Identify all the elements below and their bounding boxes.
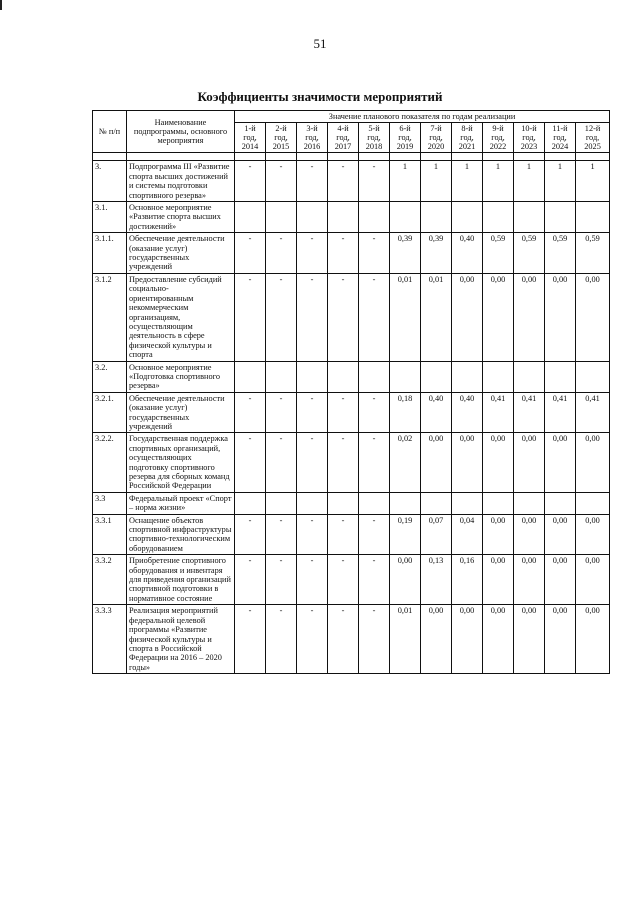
row-value: 0,16 bbox=[452, 555, 483, 605]
row-number: 3.1.1. bbox=[93, 233, 127, 274]
row-value: 0,00 bbox=[514, 605, 545, 674]
row-value bbox=[390, 492, 421, 514]
row-number: 3.1. bbox=[93, 202, 127, 233]
row-value: 0,00 bbox=[545, 514, 576, 555]
row-value: 0,00 bbox=[576, 605, 610, 674]
row-value: 1 bbox=[514, 161, 545, 202]
header-year-part: 7-й bbox=[430, 124, 442, 134]
row-value bbox=[452, 361, 483, 392]
header-year-part: 2014 bbox=[241, 142, 259, 152]
row-value: 0,39 bbox=[421, 233, 452, 274]
row-value: 0,39 bbox=[390, 233, 421, 274]
row-value: 1 bbox=[576, 161, 610, 202]
row-name: Основное мероприятие «Подготовка спортивного резерва» bbox=[127, 361, 235, 392]
header-year-part: 8-й bbox=[461, 124, 473, 134]
row-value: 0,00 bbox=[514, 514, 545, 555]
row-value: 0,04 bbox=[452, 514, 483, 555]
row-value bbox=[514, 202, 545, 233]
row-value bbox=[235, 202, 266, 233]
table-row bbox=[93, 433, 610, 492]
row-value: - bbox=[359, 514, 390, 555]
header-year-part: 10-й bbox=[521, 124, 537, 134]
row-value: 0,19 bbox=[390, 514, 421, 555]
row-value: 0,59 bbox=[576, 233, 610, 274]
row-value bbox=[421, 202, 452, 233]
row-value: 0,59 bbox=[514, 233, 545, 274]
header-year-part: 5-й bbox=[368, 124, 380, 134]
row-value bbox=[514, 361, 545, 392]
row-value bbox=[483, 202, 514, 233]
row-value bbox=[483, 361, 514, 392]
row-value: 0,40 bbox=[452, 392, 483, 433]
row-value: - bbox=[328, 555, 359, 605]
table-row bbox=[93, 514, 610, 555]
row-value: - bbox=[266, 433, 297, 492]
table-row bbox=[93, 273, 610, 361]
coefficients-table bbox=[92, 110, 610, 674]
row-value bbox=[235, 492, 266, 514]
row-value: 0,00 bbox=[545, 433, 576, 492]
row-value bbox=[576, 202, 610, 233]
header-year bbox=[421, 123, 452, 153]
row-value: 0,59 bbox=[545, 233, 576, 274]
header-year bbox=[235, 123, 266, 153]
row-name: Обеспечение деятельности (оказание услуг) государственных учреждений bbox=[127, 233, 235, 274]
row-value bbox=[359, 492, 390, 514]
row-number: 3.2.2. bbox=[93, 433, 127, 492]
row-value: - bbox=[297, 433, 328, 492]
row-value: - bbox=[266, 273, 297, 361]
row-name: Обеспечение деятельности (оказание услуг) государственных учреждений bbox=[127, 392, 235, 433]
row-value: 0,00 bbox=[483, 273, 514, 361]
row-value: 0,01 bbox=[390, 605, 421, 674]
row-value: 1 bbox=[545, 161, 576, 202]
row-number: 3.2.1. bbox=[93, 392, 127, 433]
row-value: - bbox=[359, 555, 390, 605]
row-name: Федеральный проект «Спорт – норма жизни» bbox=[127, 492, 235, 514]
header-year-part: год, bbox=[460, 133, 474, 143]
row-value: 0,00 bbox=[452, 605, 483, 674]
header-year-part: 3-й bbox=[306, 124, 318, 134]
row-value: 0,00 bbox=[483, 605, 514, 674]
row-value: 0,00 bbox=[576, 514, 610, 555]
row-value: 0,01 bbox=[421, 273, 452, 361]
header-year-part: 2024 bbox=[551, 142, 569, 152]
header-year bbox=[483, 123, 514, 153]
row-value bbox=[266, 361, 297, 392]
header-year-part: 2018 bbox=[365, 142, 383, 152]
table-row bbox=[93, 202, 610, 233]
row-value: 0,00 bbox=[545, 605, 576, 674]
row-value: - bbox=[359, 605, 390, 674]
header-year-part: год, bbox=[491, 133, 505, 143]
header-year bbox=[576, 123, 610, 153]
row-value: - bbox=[297, 233, 328, 274]
header-year-part: год, bbox=[553, 133, 567, 143]
header-year-part: год, bbox=[398, 133, 412, 143]
row-value: - bbox=[328, 273, 359, 361]
row-value: 0,00 bbox=[483, 555, 514, 605]
row-value bbox=[452, 202, 483, 233]
row-number: 3.3 bbox=[93, 492, 127, 514]
row-value: - bbox=[235, 161, 266, 202]
header-year-part: год, bbox=[274, 133, 288, 143]
header-year-group: Значение планового показателя по годам реализации bbox=[235, 111, 610, 123]
row-value: - bbox=[328, 392, 359, 433]
header-year-part: год, bbox=[367, 133, 381, 143]
row-value: 1 bbox=[452, 161, 483, 202]
header-year bbox=[359, 123, 390, 153]
row-value: - bbox=[328, 233, 359, 274]
row-value: - bbox=[235, 392, 266, 433]
row-value: 0,00 bbox=[483, 433, 514, 492]
row-value: - bbox=[266, 514, 297, 555]
header-year-part: 9-й bbox=[492, 124, 504, 134]
row-value bbox=[390, 361, 421, 392]
row-value bbox=[576, 492, 610, 514]
row-value: - bbox=[266, 605, 297, 674]
page-number: 51 bbox=[313, 36, 327, 51]
row-value: - bbox=[297, 392, 328, 433]
table-row bbox=[93, 233, 610, 274]
row-value bbox=[297, 202, 328, 233]
row-value: - bbox=[359, 233, 390, 274]
row-value: 1 bbox=[390, 161, 421, 202]
row-value bbox=[235, 361, 266, 392]
row-value bbox=[390, 202, 421, 233]
row-value: 0,18 bbox=[390, 392, 421, 433]
row-value: 0,02 bbox=[390, 433, 421, 492]
row-value: - bbox=[297, 555, 328, 605]
row-value: - bbox=[297, 605, 328, 674]
header-year-part: 6-й bbox=[399, 124, 411, 134]
row-value: 1 bbox=[421, 161, 452, 202]
row-value: 0,41 bbox=[545, 392, 576, 433]
row-value: 0,13 bbox=[421, 555, 452, 605]
row-name: Реализация мероприятий федеральной целевой программы «Развитие физической культуры и спорта в Российской Федерации на 2016 – 2020 годы» bbox=[127, 605, 235, 674]
row-value: - bbox=[235, 555, 266, 605]
row-value: 0,00 bbox=[390, 555, 421, 605]
row-value: 0,41 bbox=[483, 392, 514, 433]
row-value: - bbox=[297, 514, 328, 555]
header-year-part: год, bbox=[429, 133, 443, 143]
row-number: 3.3.1 bbox=[93, 514, 127, 555]
table-row bbox=[93, 161, 610, 202]
row-value: 0,40 bbox=[421, 392, 452, 433]
row-value: - bbox=[266, 161, 297, 202]
row-value: 0,00 bbox=[576, 433, 610, 492]
table-body bbox=[93, 153, 610, 674]
row-value: 0,01 bbox=[390, 273, 421, 361]
row-value: 0,00 bbox=[452, 273, 483, 361]
row-value: 0,41 bbox=[576, 392, 610, 433]
document-title: Коэффициенты значимости мероприятий bbox=[197, 89, 443, 104]
row-value: - bbox=[359, 433, 390, 492]
row-value: - bbox=[235, 433, 266, 492]
row-value bbox=[545, 202, 576, 233]
header-year-part: 2023 bbox=[520, 142, 538, 152]
header-year-part: 12-й bbox=[584, 124, 601, 134]
row-value bbox=[576, 361, 610, 392]
row-value: - bbox=[328, 433, 359, 492]
row-value bbox=[545, 492, 576, 514]
row-value bbox=[359, 361, 390, 392]
row-value: 0,40 bbox=[452, 233, 483, 274]
header-year bbox=[514, 123, 545, 153]
scan-edge-mark bbox=[0, 0, 2, 10]
row-value bbox=[266, 202, 297, 233]
row-value: - bbox=[328, 514, 359, 555]
row-name: Подпрограмма III «Развитие спорта высших достижений и системы подготовки спортивного резерва» bbox=[127, 161, 235, 202]
row-value bbox=[328, 361, 359, 392]
row-name: Оснащение объектов спортивной инфраструктуры спортивно-технологическим оборудованием bbox=[127, 514, 235, 555]
header-year bbox=[328, 123, 359, 153]
row-value: - bbox=[266, 233, 297, 274]
row-value: - bbox=[235, 605, 266, 674]
header-year-part: 2019 bbox=[396, 142, 414, 152]
spacer-row bbox=[93, 153, 610, 161]
row-value: 0,00 bbox=[452, 433, 483, 492]
header-year bbox=[297, 123, 328, 153]
row-value: 0,00 bbox=[483, 514, 514, 555]
row-value: - bbox=[297, 273, 328, 361]
header-year-part: 2016 bbox=[303, 142, 321, 152]
row-value bbox=[266, 492, 297, 514]
header-year bbox=[390, 123, 421, 153]
row-value: - bbox=[235, 233, 266, 274]
row-number: 3.2. bbox=[93, 361, 127, 392]
row-value: 0,00 bbox=[545, 555, 576, 605]
header-year-part: 2-й bbox=[275, 124, 287, 134]
row-number: 3.1.2 bbox=[93, 273, 127, 361]
header-number: № п/п bbox=[93, 111, 127, 153]
row-value bbox=[359, 202, 390, 233]
row-value bbox=[421, 492, 452, 514]
row-value: 0,59 bbox=[483, 233, 514, 274]
header-year-part: 11-й bbox=[552, 124, 568, 134]
row-value: 0,00 bbox=[545, 273, 576, 361]
table-row bbox=[93, 555, 610, 605]
row-value bbox=[514, 492, 545, 514]
row-value: 0,00 bbox=[514, 555, 545, 605]
row-value bbox=[483, 492, 514, 514]
row-value: - bbox=[359, 392, 390, 433]
row-value: 1 bbox=[483, 161, 514, 202]
header-year-part: 2025 bbox=[584, 142, 601, 152]
row-name: Государственная поддержка спортивных организаций, осуществляющих подготовку спортивного резерва для сборных команд Российской Федерации bbox=[127, 433, 235, 492]
row-value bbox=[297, 492, 328, 514]
header-year-part: 1-й bbox=[244, 124, 256, 134]
header-year-part: 2017 bbox=[334, 142, 352, 152]
table-row bbox=[93, 361, 610, 392]
row-value: - bbox=[235, 273, 266, 361]
row-value: 0,00 bbox=[576, 555, 610, 605]
row-number: 3.3.3 bbox=[93, 605, 127, 674]
row-value: 0,07 bbox=[421, 514, 452, 555]
header-year-part: год, bbox=[585, 133, 600, 143]
header-year bbox=[545, 123, 576, 153]
row-value: - bbox=[328, 605, 359, 674]
row-name: Основное мероприятие «Развитие спорта высших достижений» bbox=[127, 202, 235, 233]
table-row bbox=[93, 492, 610, 514]
row-value: 0,41 bbox=[514, 392, 545, 433]
row-value: 0,00 bbox=[421, 605, 452, 674]
row-value bbox=[297, 361, 328, 392]
row-name: Предоставление субсидий социально-ориентированным некоммерческим организациям, осуществляющим деятельность в сфере физической культуры и спорта bbox=[127, 273, 235, 361]
header-year bbox=[452, 123, 483, 153]
header-year-part: 2020 bbox=[427, 142, 445, 152]
row-value: 0,00 bbox=[421, 433, 452, 492]
header-year-part: 2022 bbox=[489, 142, 507, 152]
header-year bbox=[266, 123, 297, 153]
row-number: 3. bbox=[93, 161, 127, 202]
row-value bbox=[545, 361, 576, 392]
row-value: - bbox=[328, 161, 359, 202]
row-value: 0,00 bbox=[514, 433, 545, 492]
header-year-part: год, bbox=[305, 133, 319, 143]
table-row bbox=[93, 605, 610, 674]
header-year-part: 2021 bbox=[458, 142, 476, 152]
row-value: - bbox=[297, 161, 328, 202]
row-value: - bbox=[359, 273, 390, 361]
row-value bbox=[452, 492, 483, 514]
table-row bbox=[93, 392, 610, 433]
header-year-part: год, bbox=[336, 133, 350, 143]
header-name: Наименование подпрограммы, основного мероприятия bbox=[127, 111, 235, 153]
row-value: - bbox=[266, 555, 297, 605]
row-value bbox=[328, 492, 359, 514]
row-number: 3.3.2 bbox=[93, 555, 127, 605]
row-value: 0,00 bbox=[576, 273, 610, 361]
header-year-part: 4-й bbox=[337, 124, 349, 134]
row-value: 0,00 bbox=[514, 273, 545, 361]
row-value bbox=[421, 361, 452, 392]
header-year-part: год, bbox=[243, 133, 257, 143]
row-value bbox=[328, 202, 359, 233]
row-value: - bbox=[266, 392, 297, 433]
row-name: Приобретение спортивного оборудования и инвентаря для приведения организаций спортивной подготовки в нормативное состояние bbox=[127, 555, 235, 605]
row-value: - bbox=[359, 161, 390, 202]
row-value: - bbox=[235, 514, 266, 555]
header-year-part: год, bbox=[522, 133, 536, 143]
header-year-part: 2015 bbox=[272, 142, 290, 152]
